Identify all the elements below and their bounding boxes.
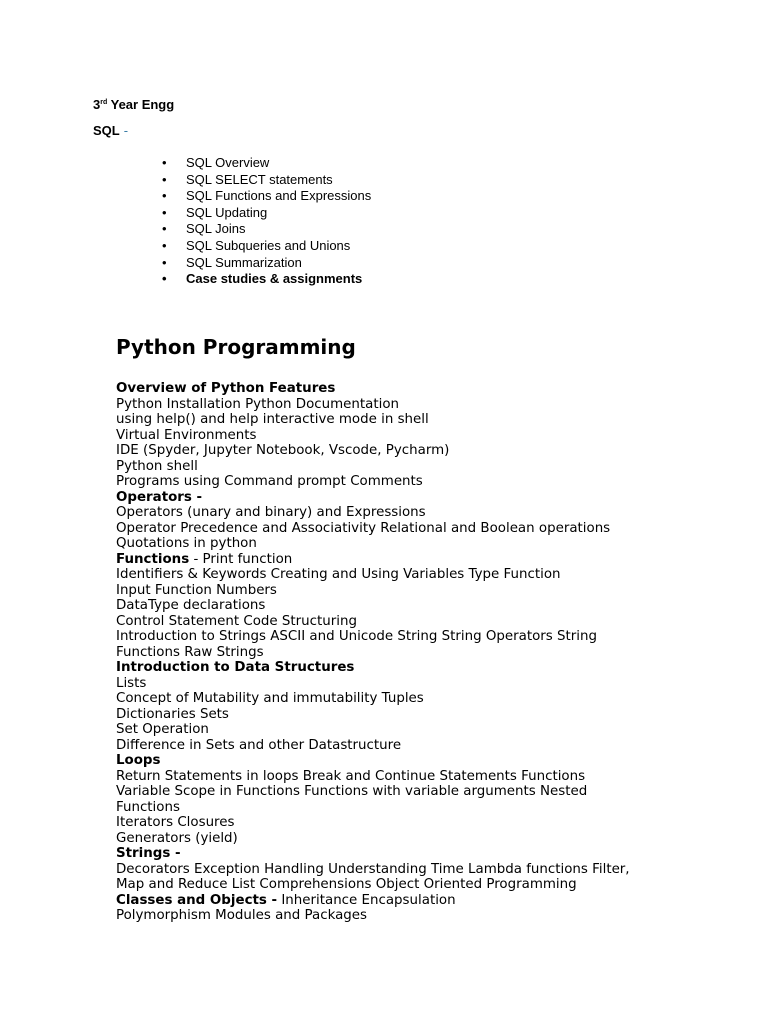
sql-heading-label: SQL	[93, 123, 120, 138]
python-topic-text: Difference in Sets and other Datastructure	[116, 737, 402, 753]
python-syllabus-line	[116, 738, 736, 754]
sql-heading	[93, 123, 128, 139]
python-topic-text: Set Operation	[116, 722, 209, 737]
python-syllabus-line	[116, 614, 736, 630]
python-syllabus-line	[116, 707, 736, 723]
python-topic-text: Inheritance Encapsulation	[277, 892, 456, 908]
sql-topic-item	[160, 238, 371, 255]
python-syllabus-line	[116, 428, 736, 444]
sql-topic-text: SQL Overview	[186, 155, 270, 170]
sql-topic-item	[160, 271, 371, 288]
python-syllabus-line	[116, 645, 736, 661]
sql-topic-item	[160, 255, 371, 272]
python-topic-text: Lists	[116, 675, 147, 691]
python-syllabus-line	[116, 552, 736, 568]
sql-topic-text: SQL Subqueries and Unions	[186, 237, 351, 253]
python-topic-text: Concept of Mutability and immutability Tuples	[116, 691, 424, 706]
python-syllabus-line	[116, 381, 736, 397]
bullet-icon: •	[162, 188, 167, 204]
python-syllabus-line	[116, 831, 736, 847]
python-topic-text: Input Function Numbers	[116, 582, 277, 598]
python-syllabus-line	[116, 459, 736, 475]
python-topic-text: Map and Reduce List Comprehensions Object Oriented Programming	[116, 877, 577, 892]
python-syllabus-line	[116, 676, 736, 692]
python-syllabus-line	[116, 505, 736, 521]
python-topic-text: Control Statement Code Structuring	[116, 613, 357, 629]
python-section-heading: Overview of Python Features	[116, 381, 336, 396]
python-topic-text: Identifiers & Keywords Creating and Using Variables Type Function	[116, 567, 561, 582]
sql-topic-item	[160, 172, 371, 189]
bullet-icon: •	[162, 271, 167, 287]
python-topic-text: using help() and help interactive mode in shell	[116, 412, 429, 427]
sql-topic-list	[160, 155, 371, 288]
sql-topic-item	[160, 188, 371, 205]
python-syllabus-line	[116, 769, 736, 785]
year-suffix: rd	[100, 99, 108, 106]
python-topic-text: Python shell	[116, 458, 198, 474]
python-topic-text: Quotations in python	[116, 536, 257, 551]
sql-topic-item	[160, 205, 371, 222]
python-syllabus-line	[116, 722, 736, 738]
python-topic-text: Functions	[116, 799, 180, 815]
sql-topic-text: SQL Joins	[186, 221, 246, 237]
python-syllabus-line	[116, 583, 736, 599]
python-topic-text: Decorators Exception Handling Understanding Time Lambda functions Filter,	[116, 861, 630, 877]
python-topic-text: Functions Raw Strings	[116, 644, 264, 660]
python-syllabus-line	[116, 877, 736, 893]
python-section-heading: Classes and Objects -	[116, 892, 278, 908]
python-syllabus-line	[116, 846, 736, 862]
python-section-heading: Introduction to Data Structures	[116, 660, 355, 675]
python-topic-text: Dictionaries Sets	[116, 706, 229, 722]
bullet-icon: •	[162, 204, 167, 220]
python-syllabus-body	[116, 381, 736, 924]
sql-topic-item	[160, 221, 371, 238]
python-syllabus-line	[116, 567, 736, 583]
sql-topic-text: SQL Summarization	[186, 254, 302, 270]
python-topic-text: Generators (yield)	[116, 830, 238, 846]
python-syllabus-line	[116, 474, 736, 490]
python-syllabus-line	[116, 800, 736, 816]
year-rest: Year Engg	[107, 97, 175, 112]
python-topic-text: IDE (Spyder, Jupyter Notebook, Vscode, Pycharm)	[116, 443, 450, 458]
bullet-icon: •	[162, 155, 167, 170]
python-syllabus-line	[116, 660, 736, 676]
python-syllabus-line	[116, 784, 736, 800]
course-year-heading	[93, 97, 174, 113]
python-syllabus-line	[116, 397, 736, 413]
python-syllabus-line	[116, 490, 736, 506]
python-topic-text: - Print function	[189, 551, 293, 567]
python-topic-text: Virtual Environments	[116, 427, 257, 443]
python-syllabus-line	[116, 753, 736, 769]
python-syllabus-line	[116, 691, 736, 707]
python-syllabus-line	[116, 443, 736, 459]
python-syllabus-line	[116, 412, 736, 428]
python-topic-text: Return Statements in loops Break and Continue Statements Functions	[116, 768, 586, 784]
python-section-heading: Strings -	[116, 846, 181, 861]
python-topic-text: Programs using Command prompt Comments	[116, 474, 423, 489]
python-syllabus-line	[116, 862, 736, 878]
sql-heading-dash: -	[123, 123, 129, 138]
bullet-icon: •	[162, 254, 167, 270]
python-syllabus-line	[116, 598, 736, 614]
python-syllabus-line	[116, 521, 736, 537]
python-section-heading: Operators -	[116, 489, 203, 505]
python-section-heading: Loops	[116, 753, 161, 768]
sql-topic-text: Case studies & assignments	[186, 271, 363, 287]
python-topic-text: Iterators Closures	[116, 815, 235, 830]
python-topic-text: Introduction to Strings ASCII and Unicode String String Operators String	[116, 629, 597, 644]
python-syllabus-line	[116, 536, 736, 552]
python-syllabus-line	[116, 629, 736, 645]
python-topic-text: Operators (unary and binary) and Expressions	[116, 505, 426, 520]
python-title: Python Programming	[116, 335, 356, 359]
python-syllabus-line	[116, 893, 736, 909]
python-topic-text: Polymorphism Modules and Packages	[116, 908, 368, 923]
python-section-heading: Functions	[116, 551, 190, 567]
sql-topic-item	[160, 155, 371, 172]
bullet-icon: •	[162, 171, 167, 187]
python-topic-text: DataType declarations	[116, 598, 266, 613]
python-syllabus-line	[116, 908, 736, 924]
python-topic-text: Operator Precedence and Associativity Relational and Boolean operations	[116, 520, 611, 536]
sql-topic-text: SQL Functions and Expressions	[186, 188, 372, 204]
bullet-icon: •	[162, 237, 167, 253]
python-topic-text: Python Installation Python Documentation	[116, 396, 399, 412]
python-syllabus-line	[116, 815, 736, 831]
sql-topic-text: SQL SELECT statements	[186, 171, 333, 187]
sql-topic-text: SQL Updating	[186, 204, 268, 220]
python-topic-text: Variable Scope in Functions Functions with variable arguments Nested	[116, 784, 588, 799]
bullet-icon: •	[162, 221, 167, 237]
year-number: 3	[93, 97, 101, 112]
